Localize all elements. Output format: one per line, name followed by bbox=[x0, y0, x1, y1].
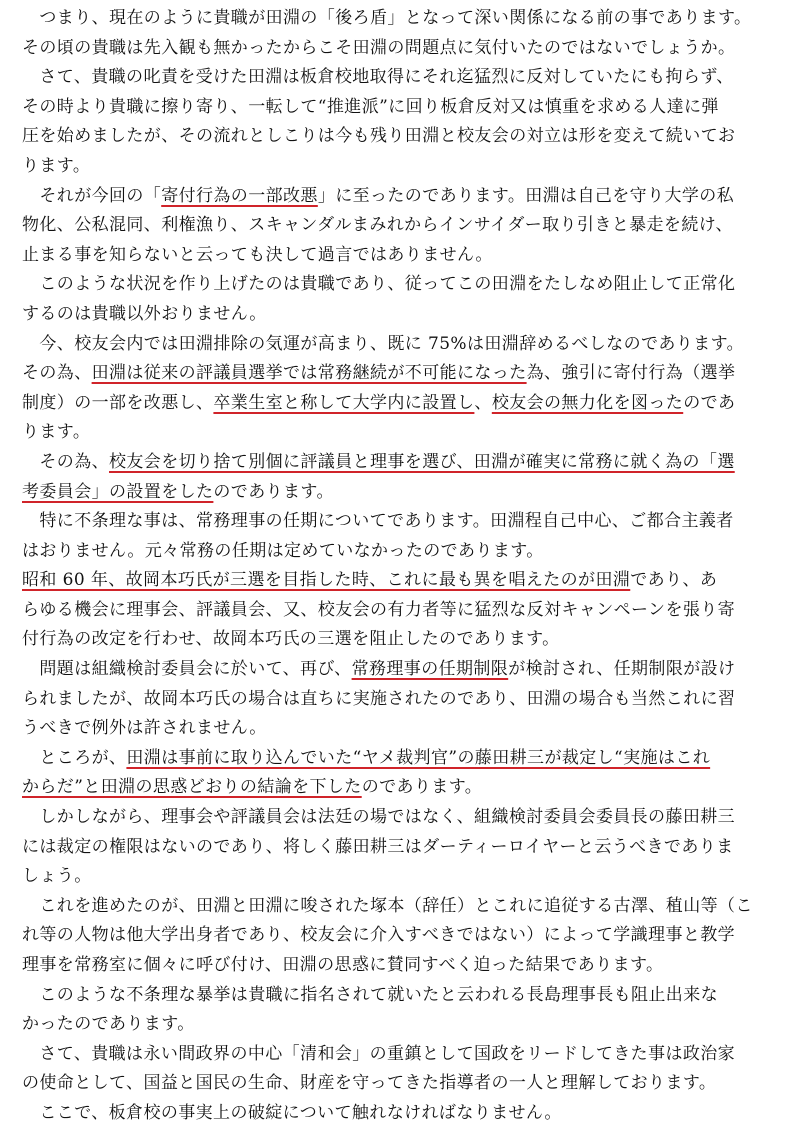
text-line bbox=[22, 182, 778, 212]
text-segment: 今、校友会内では田淵排除の気運が高まり、既に 75%は田淵辞めるべしなのであります。 bbox=[22, 333, 745, 354]
text-line bbox=[22, 566, 778, 596]
paragraph bbox=[22, 448, 778, 507]
text-line bbox=[22, 537, 778, 567]
text-line bbox=[22, 833, 778, 863]
text-line bbox=[22, 803, 778, 833]
underlined-text: 常務理事の任期制限 bbox=[351, 659, 509, 680]
text-segment: が検討され、任期制限が設け bbox=[508, 659, 736, 680]
underlined-text: 校友会の無力化を図った bbox=[491, 392, 684, 413]
text-segment: つまり、現在のように貴職が田淵の「後ろ盾」となって深い関係になる前の事であります。 bbox=[22, 8, 752, 28]
text-line bbox=[22, 300, 778, 330]
text-segment: 止まる事を知らないと云っても決して過言ではありません。 bbox=[22, 244, 493, 265]
text-line bbox=[22, 655, 778, 685]
text-segment: らゆる機会に理事会、評議員会、又、校友会の有力者等に猛烈な反対キャンペーンを張り寄 bbox=[22, 599, 736, 620]
text-line bbox=[22, 211, 778, 241]
text-line bbox=[22, 93, 778, 123]
paragraph bbox=[22, 330, 778, 448]
paragraph bbox=[22, 270, 778, 329]
text-line bbox=[22, 448, 778, 478]
text-segment: の使命として、国益と国民の生命、財産を守ってきた指導者の一人と理解しております。 bbox=[22, 1073, 717, 1094]
text-segment: その頃の貴職は先入観も無かったからこそ田淵の問題点に気付いたのではないでしょうか。 bbox=[22, 37, 736, 58]
text-segment: であり、あ bbox=[630, 570, 718, 591]
text-segment: その為、 bbox=[22, 451, 109, 472]
text-segment: 制度）の一部を改悪し、 bbox=[22, 392, 214, 413]
text-segment: しかしながら、理事会や評議員会は法廷の場ではなく、組織検討委員会委員長の藤田耕三 bbox=[22, 807, 736, 828]
paragraph bbox=[22, 4, 778, 63]
text-line bbox=[22, 773, 778, 803]
text-segment: のであります。 bbox=[361, 777, 483, 798]
text-line bbox=[22, 270, 778, 300]
text-line bbox=[22, 921, 778, 951]
text-segment: 物化、公私混同、利権漁り、スキャンダルまみれからインサイダー取り引きと暴走を続け、 bbox=[22, 215, 733, 236]
text-line bbox=[22, 981, 778, 1011]
text-segment: られましたが、故岡本巧氏の場合は直ちに実施されたのであり、田淵の場合も当然これに習 bbox=[22, 688, 736, 709]
text-segment: うべきで例外は許されません。 bbox=[22, 718, 267, 739]
text-segment: ります。 bbox=[22, 422, 91, 443]
text-segment: さて、貴職の叱責を受けた田淵は板倉校地取得にそれ迄猛烈に反対していたにも拘らず、 bbox=[22, 67, 734, 88]
underlined-text: 田淵は従来の評議員選挙では常務継続が不可能になった bbox=[91, 363, 527, 384]
text-line bbox=[22, 744, 778, 774]
text-line bbox=[22, 63, 778, 93]
paragraph bbox=[22, 892, 778, 981]
text-segment: ります。 bbox=[22, 155, 91, 176]
paragraph bbox=[22, 981, 778, 1040]
text-segment: このような状況を作り上げたのは貴職であり、従ってこの田淵をたしなめ阻止して正常化 bbox=[22, 274, 736, 295]
text-line bbox=[22, 625, 778, 655]
text-segment: はおりません。元々常務の任期は定めていなかったのであります。 bbox=[22, 540, 544, 561]
underlined-text: 昭和 60 年、故岡本巧氏が三選を目指した時、これに最も異を唱えたのが田淵 bbox=[22, 570, 631, 591]
text-line bbox=[22, 892, 778, 922]
text-segment: 特に不条理な事は、常務理事の任期についてであります。田淵程自己中心、ご都合主義者 bbox=[22, 511, 734, 532]
text-segment: ところが、 bbox=[22, 747, 127, 768]
underlined-text: 校友会を切り捨て別個に評議員と理事を選び、田淵が確実に常務に就く為の「選 bbox=[109, 451, 735, 472]
text-line bbox=[22, 596, 778, 626]
paragraph bbox=[22, 1040, 778, 1099]
paragraph bbox=[22, 566, 778, 655]
text-segment: 理事を常務室に個々に呼び付け、田淵の思惑に賛同すべく迫った結果であります。 bbox=[22, 955, 664, 975]
text-segment: その時より貴職に擦り寄り、一転して“推進派”に回り板倉反対又は慎重を求める人達に弾 bbox=[22, 96, 719, 117]
text-line bbox=[22, 1010, 778, 1040]
text-line bbox=[22, 34, 778, 64]
text-segment: その為、 bbox=[22, 363, 92, 384]
text-line bbox=[22, 389, 778, 419]
paragraph bbox=[22, 655, 778, 744]
text-line bbox=[22, 1069, 778, 1099]
text-line bbox=[22, 1040, 778, 1070]
underlined-text: 考委員会」の設置をした bbox=[22, 481, 214, 502]
text-segment: 為、強引に寄付行為（選挙 bbox=[526, 363, 736, 384]
text-segment: かったのであります。 bbox=[22, 1014, 195, 1035]
text-segment: ここで、板倉校の事実上の破綻について触れなければなりません。 bbox=[22, 1102, 562, 1123]
text-segment: 問題は組織検討委員会に於いて、再び、 bbox=[22, 659, 352, 680]
text-line bbox=[22, 330, 778, 360]
text-segment: このような不条理な暴挙は貴職に指名されて就いたと云われる長島理事長も阻止出来な bbox=[22, 984, 718, 1005]
text-segment: するのは貴職以外おりません。 bbox=[22, 303, 267, 324]
text-line bbox=[22, 152, 778, 182]
text-segment: には裁定の権限はないのであり、将しく藤田耕三はダーティーロイヤーと云うべきでありま bbox=[22, 836, 734, 857]
text-line bbox=[22, 507, 778, 537]
text-segment: れ等の人物は他大学出身者であり、校友会に介入すべきではない）によって学識理事と教学 bbox=[22, 925, 736, 946]
paragraph bbox=[22, 507, 778, 566]
paragraph bbox=[22, 182, 778, 271]
text-segment: のであ bbox=[683, 392, 736, 413]
text-line bbox=[22, 685, 778, 715]
text-segment: 」に至ったのであります。田淵は自己を守り大学の私 bbox=[317, 185, 735, 206]
text-line bbox=[22, 418, 778, 448]
document-body bbox=[22, 4, 778, 1129]
text-segment: 、 bbox=[474, 392, 492, 413]
text-line bbox=[22, 4, 778, 34]
text-line bbox=[22, 359, 778, 389]
paragraph bbox=[22, 803, 778, 892]
underlined-text: 寄付行為の一部改悪 bbox=[161, 185, 318, 206]
text-segment: しょう。 bbox=[22, 866, 92, 887]
text-segment: 付行為の改定を行わせ、故岡本巧氏の三選を阻止したのであります。 bbox=[22, 629, 560, 650]
underlined-text: 田淵は事前に取り込んでいた“ヤメ裁判官”の藤田耕三が裁定し“実施はこれ bbox=[126, 747, 711, 768]
text-line bbox=[22, 478, 778, 508]
text-line bbox=[22, 862, 778, 892]
text-line bbox=[22, 951, 778, 981]
text-line bbox=[22, 241, 778, 271]
paragraph bbox=[22, 744, 778, 803]
text-line bbox=[22, 122, 778, 152]
text-line bbox=[22, 1099, 778, 1129]
text-segment: さて、貴職は永い間政界の中心「清和会」の重鎮として国政をリードしてきた事は政治家 bbox=[22, 1043, 736, 1064]
underlined-text: 卒業生室と称して大学内に設置し bbox=[213, 392, 475, 413]
text-segment: これを進めたのが、田淵と田淵に唆された塚本（辞任）とこれに追従する古澤、稙山等（こ bbox=[22, 895, 753, 916]
text-segment: のであります。 bbox=[213, 481, 334, 502]
text-segment: それが今回の「 bbox=[22, 185, 162, 206]
underlined-text: からだ”と田淵の思惑どおりの結論を下した bbox=[22, 777, 362, 798]
paragraph bbox=[22, 63, 778, 181]
text-line bbox=[22, 714, 778, 744]
paragraph bbox=[22, 1099, 778, 1129]
text-segment: 圧を始めましたが、その流れとしこりは今も残り田淵と校友会の対立は形を変えて続いてお bbox=[22, 126, 736, 147]
